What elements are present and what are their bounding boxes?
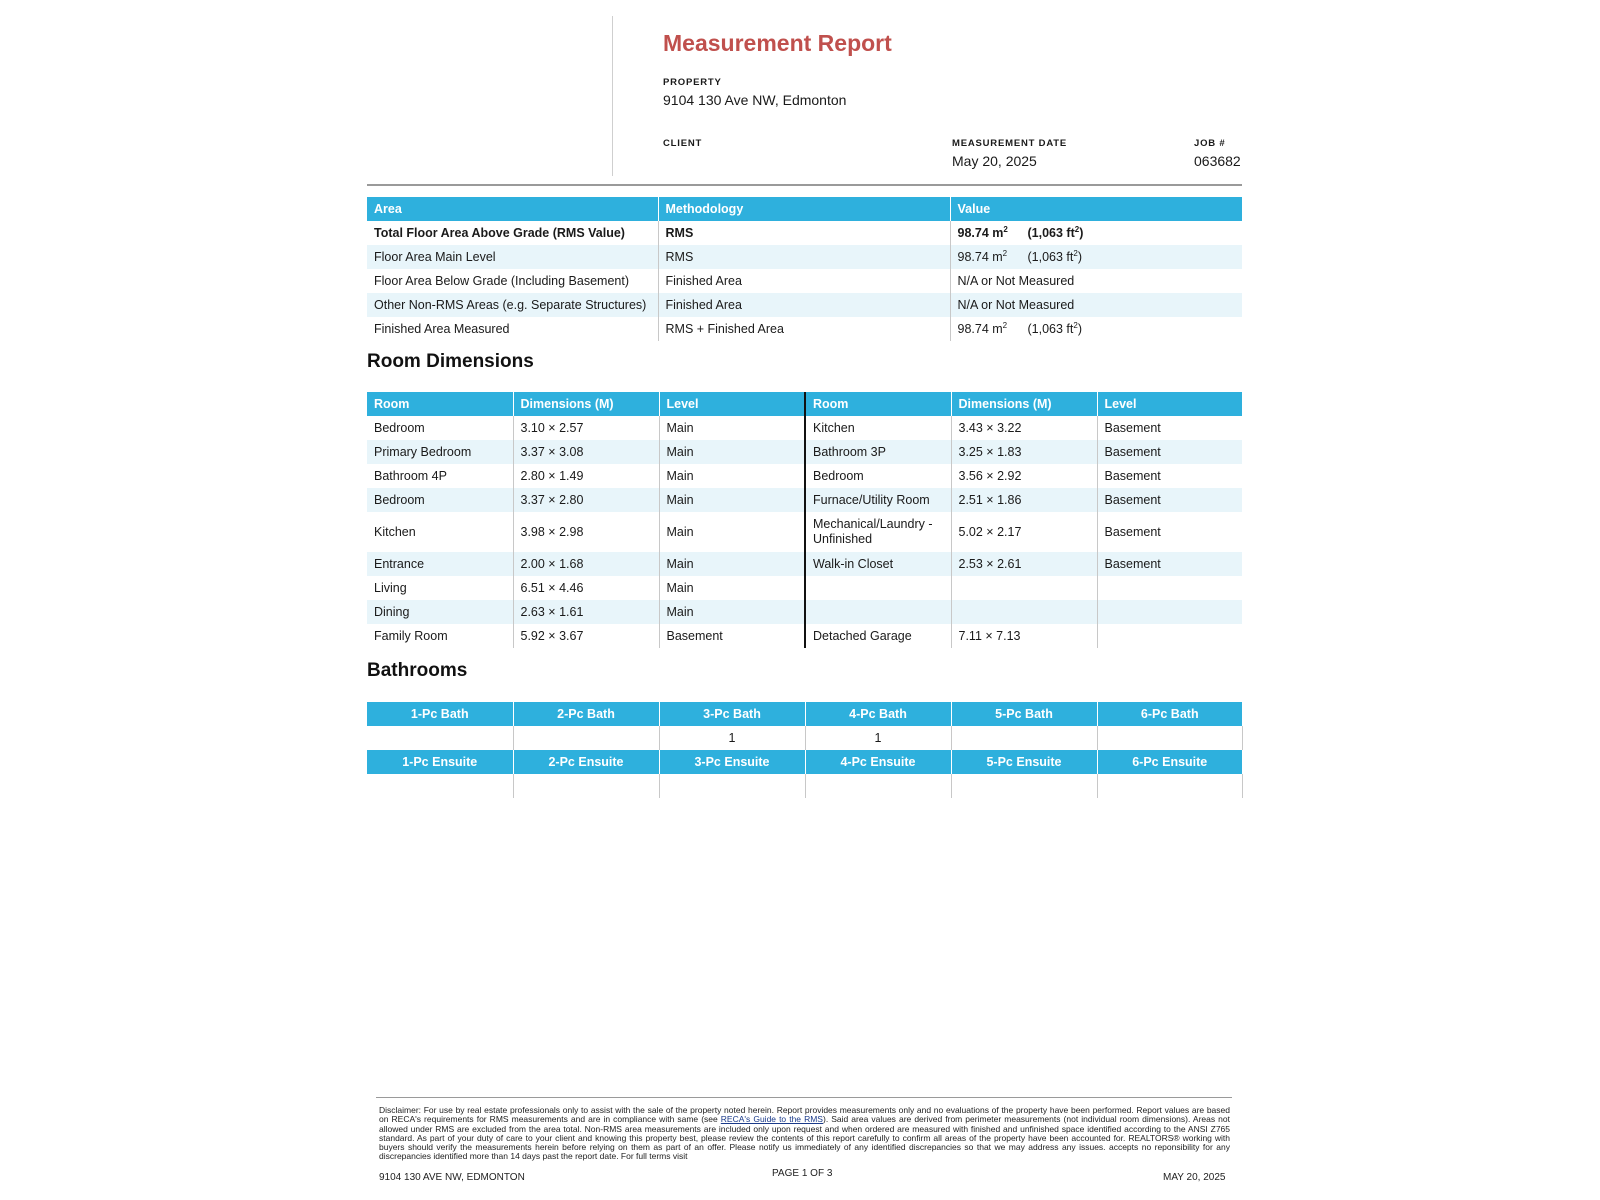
room-name: Family Room bbox=[367, 624, 513, 648]
room-name: Bathroom 4P bbox=[367, 464, 513, 488]
footer-page-number: PAGE 1 OF 3 bbox=[772, 1168, 833, 1179]
disclaimer-part-2: ). Said area values are derived from perimeter measurements (not individual room dimensions). Areas not allowed under RMS are excluded from the area total. Non-RMS area measurements are included only upon request and when ordered are measured with finished and unfinished space identified according to the ANSI Z765 standard. As part of your duty of care to your client and knowing this property best, please review the contents of this report carefully to confirm all areas of the property have been accounted for. REALTORS® working with buyers should verify the measurements herein before relying on them as part of an offer. Please notify us immediately of any identified discrepancies so that we may address any issues. accepts no reponsibility for any discrepancies identified more than 14 days past the report date. For full terms visit bbox=[379, 1114, 1230, 1162]
room-level: Main bbox=[659, 416, 805, 440]
bathrooms-table bbox=[367, 702, 1243, 798]
area-value-imperial: (1,063 $ft^2$) bbox=[1027, 248, 1082, 264]
room-name: Bedroom bbox=[805, 464, 951, 488]
room-name: Detached Garage bbox=[805, 624, 951, 648]
area-name: Finished Area Measured bbox=[367, 317, 658, 341]
property-label: PROPERTY bbox=[663, 77, 722, 88]
area-name: Floor Area Main Level bbox=[367, 245, 658, 269]
room-dimensions: 2.51 × 1.86 bbox=[951, 488, 1097, 512]
room-dimensions: 3.37 × 2.80 bbox=[513, 488, 659, 512]
area-name: Floor Area Below Grade (Including Basement) bbox=[367, 269, 658, 293]
bath-header: 1-Pc Bath bbox=[367, 702, 513, 726]
ensuite-header: 6-Pc Ensuite bbox=[1097, 750, 1242, 774]
room-level: Basement bbox=[1097, 488, 1242, 512]
ensuite-header: 3-Pc Ensuite bbox=[659, 750, 805, 774]
area-value-imperial: (1,063 $ft^2$) bbox=[1027, 224, 1084, 240]
room-header: Room bbox=[805, 392, 951, 416]
ensuite-count bbox=[805, 774, 951, 798]
area-row bbox=[367, 269, 1242, 293]
bathrooms-heading: Bathrooms bbox=[367, 660, 468, 681]
area-value-metric-text: 98.74 m bbox=[957, 225, 1004, 240]
room-table-header bbox=[367, 392, 1242, 416]
measurement-date-block bbox=[952, 138, 1067, 169]
room-level: Main bbox=[659, 600, 805, 624]
room-dimensions: 5.02 × 2.17 bbox=[951, 512, 1097, 552]
room-name: Living bbox=[367, 576, 513, 600]
area-methodology: RMS + Finished Area bbox=[658, 317, 950, 341]
area-value bbox=[950, 293, 1242, 317]
room-row bbox=[367, 512, 1242, 552]
property-block bbox=[663, 77, 846, 108]
room-dimensions-heading: Room Dimensions bbox=[367, 351, 534, 372]
ensuite-header: 4-Pc Ensuite bbox=[805, 750, 951, 774]
room-header: Room bbox=[367, 392, 513, 416]
room-level: Basement bbox=[1097, 552, 1242, 576]
room-name: Entrance bbox=[367, 552, 513, 576]
room-level: Basement bbox=[1104, 524, 1161, 539]
room-dimensions-table bbox=[367, 392, 1242, 648]
ensuite-header-row bbox=[367, 750, 1242, 774]
room-level bbox=[1097, 624, 1242, 648]
bath-count bbox=[367, 726, 513, 750]
footer-address: 9104 130 AVE NW, EDMONTON bbox=[379, 1172, 525, 1183]
area-value bbox=[950, 221, 1242, 245]
room-row bbox=[367, 576, 1242, 600]
bath-header-row bbox=[367, 702, 1242, 726]
room-name: Bedroom bbox=[367, 416, 513, 440]
job-number-block bbox=[1194, 138, 1241, 169]
ensuite-count bbox=[513, 774, 659, 798]
area-methodology: Finished Area bbox=[658, 293, 950, 317]
room-level: Main bbox=[659, 464, 805, 488]
area-table-header bbox=[367, 197, 1242, 221]
room-dimensions: 5.92 × 3.67 bbox=[513, 624, 659, 648]
room-level bbox=[1097, 576, 1242, 600]
ensuite-header: 2-Pc Ensuite bbox=[513, 750, 659, 774]
level-header: Level bbox=[1097, 392, 1242, 416]
area-value bbox=[950, 245, 1242, 269]
room-name: Dining bbox=[367, 600, 513, 624]
area-value-metric: 98.74 $m^2$ bbox=[957, 320, 1008, 336]
methodology-header: Methodology bbox=[658, 197, 950, 221]
bath-header: 6-Pc Bath bbox=[1097, 702, 1242, 726]
dimensions-header: Dimensions (M) bbox=[951, 392, 1097, 416]
area-value-imperial-text: (1,063 ft bbox=[1027, 249, 1074, 264]
area-value bbox=[950, 317, 1242, 341]
job-number-value: 063682 bbox=[1194, 153, 1241, 169]
room-row bbox=[367, 600, 1242, 624]
area-value bbox=[950, 269, 1242, 293]
bath-count: 1 bbox=[659, 726, 805, 750]
room-row bbox=[367, 552, 1242, 576]
room-name bbox=[805, 600, 951, 624]
room-dimensions: 3.98 × 2.98 bbox=[513, 512, 659, 552]
report-title: Measurement Report bbox=[663, 30, 892, 56]
room-name: Walk-in Closet bbox=[805, 552, 951, 576]
bath-header: 5-Pc Bath bbox=[951, 702, 1097, 726]
area-value-metric: 98.74 $m^2$ bbox=[957, 224, 1008, 240]
room-row bbox=[367, 488, 1242, 512]
area-name: Total Floor Area Above Grade (RMS Value) bbox=[367, 221, 658, 245]
room-dimensions: 3.43 × 3.22 bbox=[951, 416, 1097, 440]
room-level: Basement bbox=[1097, 440, 1242, 464]
ensuite-count bbox=[659, 774, 805, 798]
room-name: Bedroom bbox=[367, 488, 513, 512]
area-row bbox=[367, 245, 1242, 269]
ensuite-header: 5-Pc Ensuite bbox=[951, 750, 1097, 774]
disclaimer-part-1: Disclaimer: For use by real estate professionals only to assist with the sale of the property noted herein. Report provides measurements only and no evaluations of the property have been performed. Report values are based on RECA's requirements for RMS measurements and are in compliance with same (see bbox=[379, 1105, 1230, 1125]
room-name: Furnace/Utility Room bbox=[805, 488, 951, 512]
room-dimensions bbox=[951, 576, 1097, 600]
bath-header: 3-Pc Bath bbox=[659, 702, 805, 726]
bath-count: 1 bbox=[805, 726, 951, 750]
client-block bbox=[663, 138, 702, 153]
room-name: Primary Bedroom bbox=[367, 440, 513, 464]
room-level: Main bbox=[659, 576, 805, 600]
room-row bbox=[367, 624, 1242, 648]
area-value-metric: 98.74 $m^2$ bbox=[957, 248, 1008, 264]
header-rule bbox=[367, 184, 1242, 186]
client-label: CLIENT bbox=[663, 138, 703, 149]
area-name: Other Non-RMS Areas (e.g. Separate Structures) bbox=[367, 293, 658, 317]
dimensions-header: Dimensions (M) bbox=[513, 392, 659, 416]
reca-guide-link[interactable]: RECA's Guide to the RMS bbox=[720, 1114, 823, 1125]
area-table bbox=[367, 197, 1242, 341]
room-level: Main bbox=[659, 512, 805, 552]
footer-date: MAY 20, 2025 bbox=[1163, 1172, 1226, 1183]
room-level: Basement bbox=[1104, 420, 1161, 435]
room-row bbox=[367, 416, 1242, 440]
room-name: Kitchen bbox=[805, 416, 951, 440]
job-number-label: JOB # bbox=[1194, 138, 1226, 149]
area-value-na: N/A or Not Measured bbox=[957, 297, 1075, 312]
ensuite-count bbox=[367, 774, 513, 798]
room-dimensions: 2.53 × 2.61 bbox=[951, 552, 1097, 576]
room-dimensions: 2.63 × 1.61 bbox=[513, 600, 659, 624]
room-dimensions: 3.37 × 3.08 bbox=[513, 440, 659, 464]
room-name: Kitchen bbox=[367, 512, 513, 552]
disclaimer-text bbox=[379, 1106, 1230, 1162]
room-dimensions: 2.80 × 1.49 bbox=[513, 464, 659, 488]
bath-count-row bbox=[367, 726, 1242, 750]
ensuite-header: 1-Pc Ensuite bbox=[367, 750, 513, 774]
area-methodology: Finished Area bbox=[658, 269, 950, 293]
area-value-imperial: (1,063 $ft^2$) bbox=[1027, 320, 1082, 336]
bath-count bbox=[951, 726, 1097, 750]
room-level: Basement bbox=[1104, 468, 1161, 483]
room-row bbox=[367, 464, 1242, 488]
area-methodology: RMS bbox=[658, 221, 950, 245]
measurement-date-label: MEASUREMENT DATE bbox=[952, 138, 1068, 149]
footer-rule bbox=[376, 1097, 1232, 1098]
room-level: Main bbox=[659, 440, 805, 464]
area-row bbox=[367, 293, 1242, 317]
room-dimensions: 2.00 × 1.68 bbox=[513, 552, 659, 576]
room-name: Bathroom 3P bbox=[805, 440, 951, 464]
measurement-date-value: May 20, 2025 bbox=[952, 153, 1037, 169]
area-value-na: N/A or Not Measured bbox=[957, 273, 1075, 288]
room-dimensions: 3.10 × 2.57 bbox=[513, 416, 659, 440]
level-header: Level bbox=[659, 392, 805, 416]
room-level: Main bbox=[659, 552, 805, 576]
area-row bbox=[367, 317, 1242, 341]
room-name bbox=[805, 576, 951, 600]
value-header: Value bbox=[950, 197, 1242, 221]
area-row bbox=[367, 221, 1242, 245]
property-value: 9104 130 Ave NW, Edmonton bbox=[663, 92, 847, 108]
room-dimensions: 6.51 × 4.46 bbox=[513, 576, 659, 600]
area-value-metric-text: 98.74 m bbox=[957, 321, 1003, 336]
room-name: Mechanical/Laundry - Unfinished bbox=[805, 512, 951, 552]
bath-count bbox=[513, 726, 659, 750]
header-divider bbox=[612, 16, 613, 176]
area-value-imperial-text: (1,063 ft bbox=[1027, 225, 1075, 240]
ensuite-count bbox=[1097, 774, 1242, 798]
room-dimensions bbox=[951, 600, 1097, 624]
area-methodology: RMS bbox=[658, 245, 950, 269]
room-row bbox=[367, 440, 1242, 464]
ensuite-count-row bbox=[367, 774, 1242, 798]
room-dimensions: 7.11 × 7.13 bbox=[951, 624, 1097, 648]
bath-count bbox=[1097, 726, 1242, 750]
room-dimensions: 3.56 × 2.92 bbox=[951, 464, 1097, 488]
room-level: Basement bbox=[659, 624, 805, 648]
area-value-imperial-text: (1,063 ft bbox=[1027, 321, 1074, 336]
ensuite-count bbox=[951, 774, 1097, 798]
area-value-metric-text: 98.74 m bbox=[957, 249, 1003, 264]
room-level: Main bbox=[659, 488, 805, 512]
bath-header: 2-Pc Bath bbox=[513, 702, 659, 726]
area-header: Area bbox=[367, 197, 658, 221]
room-dimensions: 3.25 × 1.83 bbox=[951, 440, 1097, 464]
bath-header: 4-Pc Bath bbox=[805, 702, 951, 726]
room-level bbox=[1097, 600, 1242, 624]
